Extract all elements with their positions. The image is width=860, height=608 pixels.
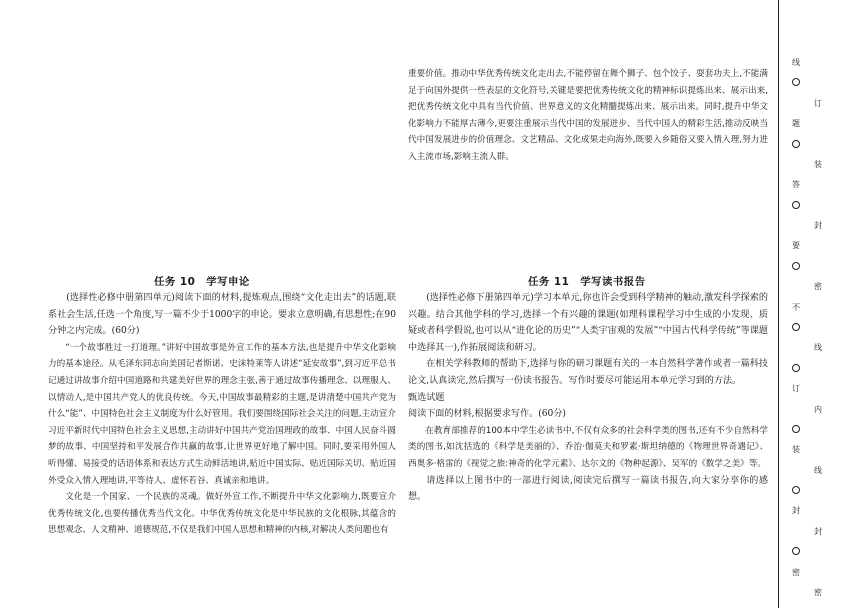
binding-mark-text: 订: [792, 384, 800, 394]
task-11-sub-intro: 阅读下面的材料,根据要求写作。(60分): [408, 409, 566, 420]
binding-circle-mark: [792, 486, 800, 494]
task-10-intro: (选择性必修中册第四单元)阅读下面的材料,提炼观点,围绕“文化走出去”的话题,联系社会生活,任选一个角度,写一篇不少于1000字的申论。要求立意明确,有思想性;在90分钟之内完成。(60分): [48, 293, 396, 337]
binding-mark-text: 要: [792, 241, 800, 251]
task-11-question: 请选择以上图书中的一部进行阅读,阅读完后撰写一篇读书报告,向大家分享你的感想。: [408, 475, 768, 503]
task-11-title: 任务 11 学写读书报告: [528, 276, 646, 288]
binding-mark-text: 不: [792, 302, 800, 312]
binding-mark-text: 封: [814, 526, 822, 536]
binding-mark-text: 题: [792, 119, 800, 129]
continued-paragraph: 重要价值。推动中华优秀传统文化走出去,不能停留在舞个狮子、包个饺子、耍套功夫上,不能满足于向国外提供一些表层的文化符号,关键是要把优秀传统文化的精神标识提炼出来、展示出来,把优秀传统文化中具有当代价值、世界意义的文化精髓提炼出来、展示出来。同时,提升中华文化影响力不能厚古薄今,更要注重展示当代中国的发展进步、当代中国人的精彩生活,推动反映当代中国发展进步的价值理念、文艺精品、文化成果走向海外,既要入乡随俗又要入情入理,努力进入主流市场,影响主流人群。: [408, 69, 768, 162]
binding-circle-mark: [792, 78, 800, 86]
binding-mark-text: 线: [814, 343, 822, 353]
binding-circle-mark: [792, 140, 800, 148]
binding-circle-mark: [792, 425, 800, 433]
binding-mark-text: 线: [814, 465, 822, 475]
binding-mark-text: 订: [814, 98, 822, 108]
binding-mark-text: 密: [814, 588, 822, 597]
task-10-material-2: 文化是一个国家、一个民族的灵魂。做好外宣工作,不断提升中华文化影响力,既要宣介优秀传统文化,也要传播优秀当代文化。中华优秀传统文化是中华民族的文化根脉,其蕴含的思想观念、人文精神、道德规范,不仅是我们中国人思想和精神的内核,对解决人类问题也有: [48, 492, 396, 536]
binding-mark-text: 密: [792, 567, 800, 577]
continued-material: [408, 66, 768, 166]
binding-mark-text: 装: [814, 159, 822, 169]
binding-circle-mark: [792, 323, 800, 331]
task-11-material: 在教育部推荐的100本中学生必读书中,不仅有众多的社会科学类的图书,还有不少自然科学类的图书,如沈括选的《科学是美丽的》、乔治·伽莫夫和罗素·斯坦纳德的《物理世界奇遇记》、西奥多·格雷的《视觉之旅:神奇的化学元素》、达尔文的《物种起源》、吴军的《数学之美》等。: [408, 425, 768, 469]
task-10-title: 任务 10 学写申论: [154, 276, 250, 288]
binding-mark-text: 密: [814, 282, 822, 292]
task-10-material-1: “一个故事胜过一打道理。”讲好中国故事是外宣工作的基本方法,也是提升中华文化影响力的基本途径。从毛泽东同志向美国记者斯诺、史沫特莱等人讲述“延安故事”,到习近平总书记通过讲故事介绍中国道路和共建美好世界的理念主张,善于通过故事传播理念、以理服人、以情动人,是中国共产党人的优良传统。今天,中国故事最精彩的主题,是讲清楚中国共产党为什么“能”、中国特色社会主义制度为什么好管用。我们要围绕国际社会关注的问题,主动宣介习近平新时代中国特色社会主义思想,主动讲好中国共产党治国理政的故事、中国人民奋斗圆梦的故事、中国坚持和平发展合作共赢的故事,让世界更好地了解中国。同时,要采用外国人听得懂、易接受的话语体系和表达方式生动鲜活地讲,贴近中国实际、贴近国际关切、贴近国外受众入情入理地讲,平等待人、虚怀若谷、真诚亲和地讲。: [48, 342, 396, 486]
binding-mark-text: 封: [814, 221, 822, 231]
task-11-intro: (选择性必修下册第四单元)学习本单元,你也许会受到科学精神的触动,激发科学探索的兴趣。结合其他学科的学习,选择一个有兴趣的课题(如理科课程学习中生成的小发现、质疑或者科学假说,也可以从“进化论的历史”“人类宇宙观的发展”“中国古代科学传统”等课题中选择其一),作拓展阅读和研习。: [408, 293, 768, 353]
binding-mark-text: 线: [792, 58, 800, 67]
task-11-instruction: 在相关学科教师的帮助下,选择与你的研习课题有关的一本自然科学著作或者一篇科技论文,认真读完,然后撰写一份读书报告。写作时要尽可能运用本单元学习到的方法。: [408, 359, 768, 386]
binding-line: [778, 0, 779, 608]
binding-circle-mark: [792, 262, 800, 270]
task-11-body: [408, 290, 768, 506]
binding-mark-text: 答: [792, 180, 800, 190]
task-10-body: [48, 290, 396, 539]
binding-circle-mark: [792, 364, 800, 372]
binding-mark-text: 内: [814, 404, 822, 414]
binding-circle-mark: [792, 201, 800, 209]
binding-mark-text: 封: [792, 506, 800, 516]
task-11-subtitle: 甄选试题: [408, 392, 445, 403]
binding-mark-text: 装: [792, 445, 800, 455]
binding-circle-mark: [792, 547, 800, 555]
